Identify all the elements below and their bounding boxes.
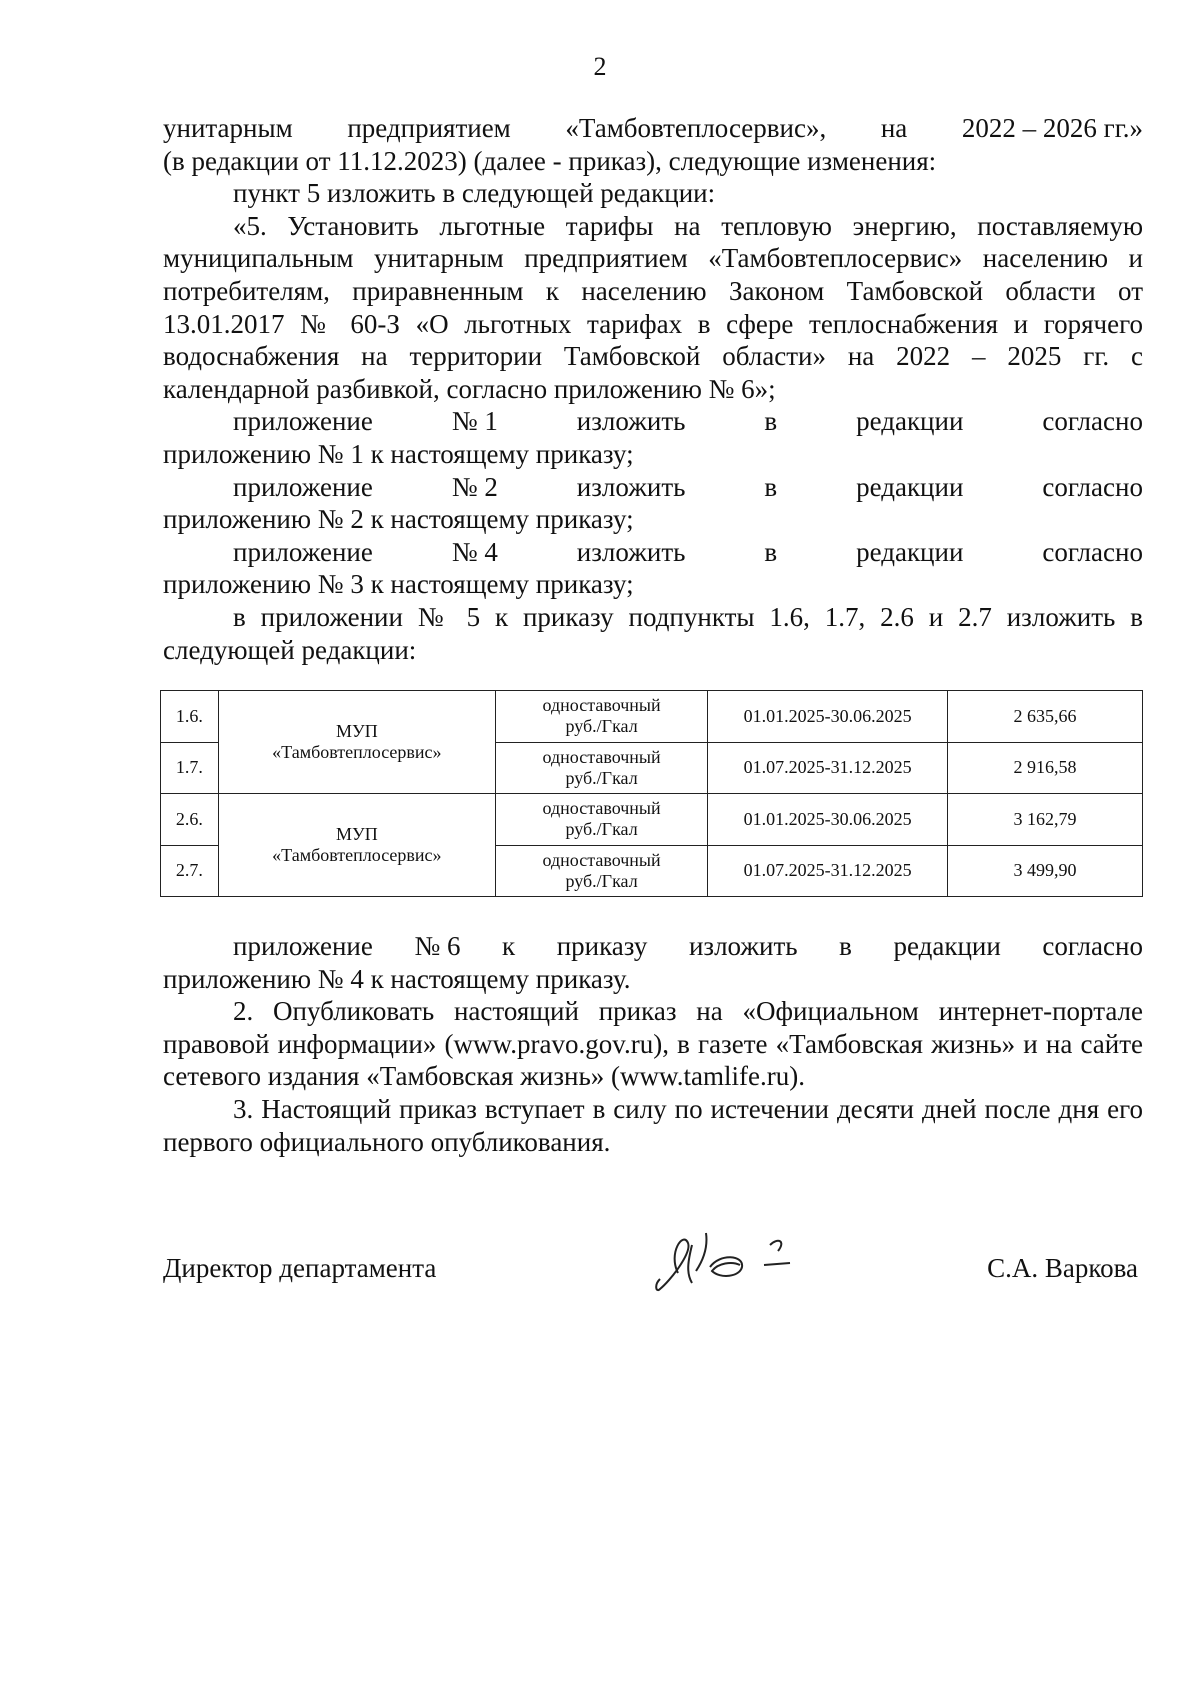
word: приложение (233, 536, 373, 567)
appendix1-change-first-line (163, 405, 1143, 438)
word: изложить (576, 471, 686, 502)
word: в (764, 536, 778, 567)
word: приложение (233, 471, 373, 502)
word: предприятием (347, 113, 511, 143)
top-paragraph-continuation: (в редакции от 11.12.2023) (далее - приказ), следующие изменения: (163, 145, 937, 176)
word: 2022 – 2026 гг.» (961, 113, 1143, 143)
word: редакции (893, 931, 1001, 961)
top-paragraph-first-line (163, 112, 1143, 145)
appendix2-change-first-line (163, 471, 1143, 504)
table-row (161, 691, 1143, 743)
word: изложить (576, 536, 686, 567)
organization-line: МУП (335, 824, 378, 844)
word: в (839, 931, 852, 961)
tariff-type-line: одноставочный (542, 695, 661, 716)
table-row (161, 794, 1143, 846)
tariff-unit-line: руб./Гкал (565, 819, 638, 840)
item2-publication: 2. Опубликовать настоящий приказ на «Официальном интернет-портале правовой информации» (www.pravo.gov.ru), в газете «Тамбовская жизнь» и на сайте сетевого издания «Тамбовская жизнь» (www.tamlife.ru). (163, 996, 1143, 1092)
row-number-cell: 1.7. (161, 742, 219, 794)
organization-cell (218, 691, 495, 794)
appendix5-intro: в приложении № 5 к приказу подпункты 1.6, 1.7, 2.6 и 2.7 изложить в следующей редакции: (163, 601, 1143, 665)
signatory-title: Директор департамента (163, 1253, 437, 1283)
word: редакции (856, 471, 964, 502)
tariff-type-line: одноставочный (542, 798, 661, 819)
word: № 2 (451, 471, 498, 502)
organization-line: «Тамбовтеплосервис» (272, 742, 442, 762)
word: согласно (1042, 471, 1143, 502)
tariff-type-line: одноставочный (542, 849, 661, 870)
signatory-name: С.А. Варкова (987, 1253, 1138, 1283)
tariff-type-cell (495, 794, 707, 846)
tariff-unit-line: руб./Гкал (565, 767, 638, 788)
organization-cell (218, 794, 495, 897)
organization-line: МУП (335, 721, 378, 741)
word: № 4 (451, 536, 498, 567)
word: согласно (1042, 931, 1143, 961)
appendix4-change-continuation: приложению № 3 к настоящему приказу; (163, 569, 634, 600)
word: в (764, 406, 778, 437)
tariff-type-cell (495, 742, 707, 794)
word: согласно (1042, 536, 1143, 567)
item5-text: «5. Установить льготные тарифы на тепловую энергию, поставляемую муниципальным унитарным предприятием «Тамбовтеплосервис» населению и потребителям, приравненным к населению Законом Тамбовской области от 13.01.2017 № 60-З «О льготных тарифах в сфере теплоснабжения и горячего водоснабжения на территории Тамбовской области» на 2022 – 2025 гг. с календарной разбивкой, согласно приложению № 6»; (163, 210, 1143, 404)
word: унитарным (163, 113, 293, 143)
period-cell: 01.07.2025-31.12.2025 (708, 742, 948, 794)
tariff-value-cell: 2 635,66 (948, 691, 1143, 743)
appendix1-change-continuation: приложению № 1 к настоящему приказу; (163, 438, 634, 469)
word: редакции (856, 536, 964, 567)
tariff-value-cell: 2 916,58 (948, 742, 1143, 794)
body-text-lower (163, 930, 1143, 1158)
word: приложение (233, 406, 373, 437)
row-number-cell: 2.6. (161, 794, 219, 846)
appendix6-change-first-line (163, 930, 1143, 963)
tariff-type-line: одноставочный (542, 746, 661, 767)
word: приказу (556, 931, 648, 961)
row-number-cell: 2.7. (161, 845, 219, 897)
period-cell: 01.01.2025-30.06.2025 (708, 794, 948, 846)
appendix2-change-continuation: приложению № 2 к настоящему приказу; (163, 504, 634, 535)
row-number-cell: 1.6. (161, 691, 219, 743)
tariff-value-cell: 3 162,79 (948, 794, 1143, 846)
tariff-type-cell (495, 845, 707, 897)
word: к (502, 931, 516, 961)
word: № 6 (414, 931, 461, 961)
tariff-type-cell (495, 691, 707, 743)
word: согласно (1042, 406, 1143, 437)
appendix6-change-continuation: приложению № 4 к настоящему приказу. (163, 963, 631, 994)
period-cell: 01.01.2025-30.06.2025 (708, 691, 948, 743)
word: приложение (233, 931, 373, 961)
word: изложить (576, 406, 686, 437)
word: «Тамбовтеплосервис», (565, 113, 827, 143)
item5-intro: пункт 5 изложить в следующей редакции: (233, 178, 716, 209)
word: в (764, 471, 778, 502)
tariff-table (160, 690, 1143, 897)
word: № 1 (451, 406, 498, 437)
appendix4-change-first-line (163, 536, 1143, 569)
tariff-unit-line: руб./Гкал (565, 870, 638, 891)
word: редакции (856, 406, 964, 437)
item3-effective-date: 3. Настоящий приказ вступает в силу по истечении десяти дней после дня его первого официального опубликования. (163, 1093, 1143, 1157)
word: на (880, 113, 908, 143)
tariff-unit-line: руб./Гкал (565, 716, 638, 737)
page-number: 2 (593, 52, 607, 81)
word: изложить (688, 931, 798, 961)
handwritten-signature (648, 1223, 818, 1298)
organization-line: «Тамбовтеплосервис» (272, 845, 442, 865)
period-cell: 01.07.2025-31.12.2025 (708, 845, 948, 897)
body-text-upper (163, 112, 1143, 666)
tariff-value-cell: 3 499,90 (948, 845, 1143, 897)
